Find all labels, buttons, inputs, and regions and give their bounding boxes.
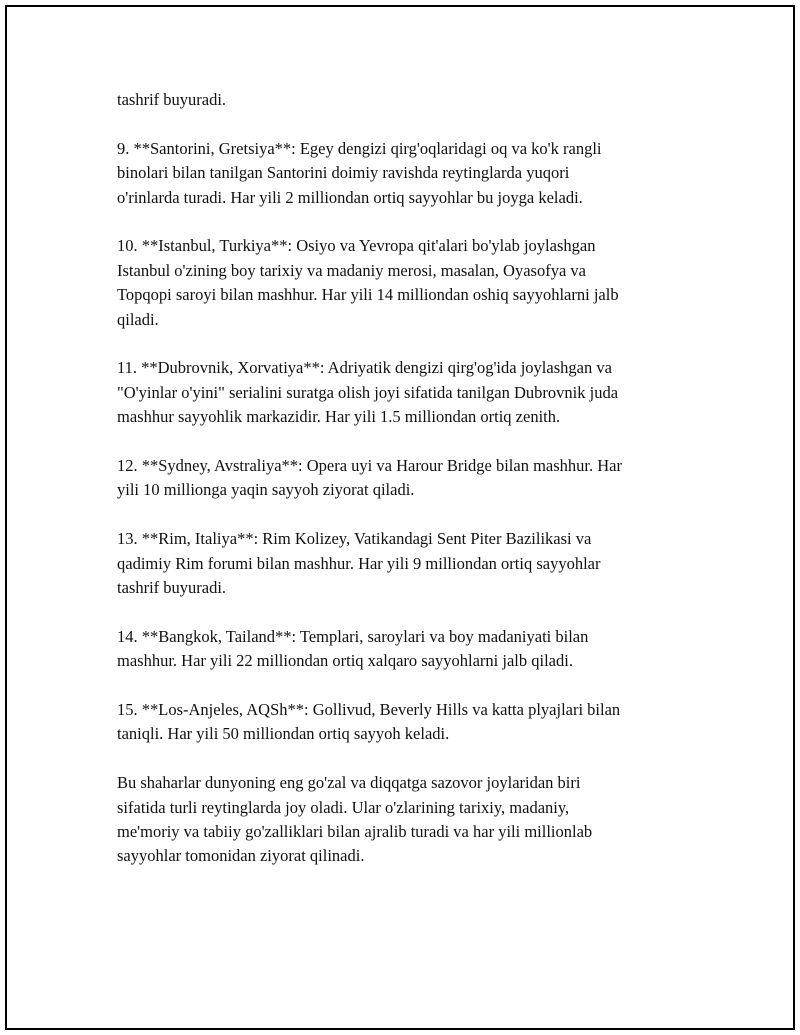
list-item-istanbul: 10. **Istanbul, Turkiya**: Osiyo va Yevropa qit'alari bo'ylab joylashgan Istanbul o'zining boy tarixiy va madaniy merosi, masalan, Oyasofya va Topqopi saroyi bilan mashhur. Har yili 14 milliondan oshiq sayyohlarni jalb qiladi. — [117, 236, 619, 329]
conclusion-paragraph: Bu shaharlar dunyoning eng go'zal va diqqatga sazovor joylaridan biri sifatida turli reytinglarda joy oladi. Ular o'zlarining tarixiy, madaniy, me'moriy va tabiiy go'zalliklari bilan ajralib turadi va har yili millionlab sayyohlar tomonidan ziyorat qilinadi. — [117, 773, 593, 866]
list-item-santorini: 9. **Santorini, Gretsiya**: Egey dengizi qirg'oqlaridagi oq va ko'k rangli binolari bilan tanilgan Santorini doimiy ravishda reytinglarda yuqori o'rinlarda turadi. Har yili 2 milliondan ortiq sayyohlar bu joyga keladi. — [117, 138, 602, 207]
list-item-bangkok: 14. **Bangkok, Tailand**: Templari, saroylari va boy madaniyati bilan mashhur. Har yili 22 milliondan ortiq xalqaro sayyohlarni jalb qiladi. — [117, 626, 589, 671]
document-body — [117, 88, 697, 893]
paragraph-continuation: tashrif buyuradi. — [117, 90, 227, 109]
list-item-rim: 13. **Rim, Italiya**: Rim Kolizey, Vatikandagi Sent Piter Bazilikasi va qadimiy Rim forumi bilan mashhur. Har yili 9 milliondan ortiq sayyohlar tashrif buyuradi. — [117, 529, 601, 598]
list-item-los-anjeles: 15. **Los-Anjeles, AQSh**: Gollivud, Beverly Hills va katta plyajlari bilan taniqli. Har yili 50 milliondan ortiq sayyoh keladi. — [117, 700, 621, 744]
list-item-dubrovnik: 11. **Dubrovnik, Xorvatiya**: Adriyatik dengizi qirg'og'ida joylashgan va "O'yinlar o'yini" serialini suratga olish joyi sifatida tanilgan Dubrovnik juda mashhur sayyohlik markazidir. Har yili 1.5 milliondan ortiq zenith. — [117, 358, 619, 427]
list-item-sydney: 12. **Sydney, Avstraliya**: Opera uyi va Harour Bridge bilan mashhur. Har yili 10 millionga yaqin sayyoh ziyorat qiladi. — [117, 456, 622, 500]
